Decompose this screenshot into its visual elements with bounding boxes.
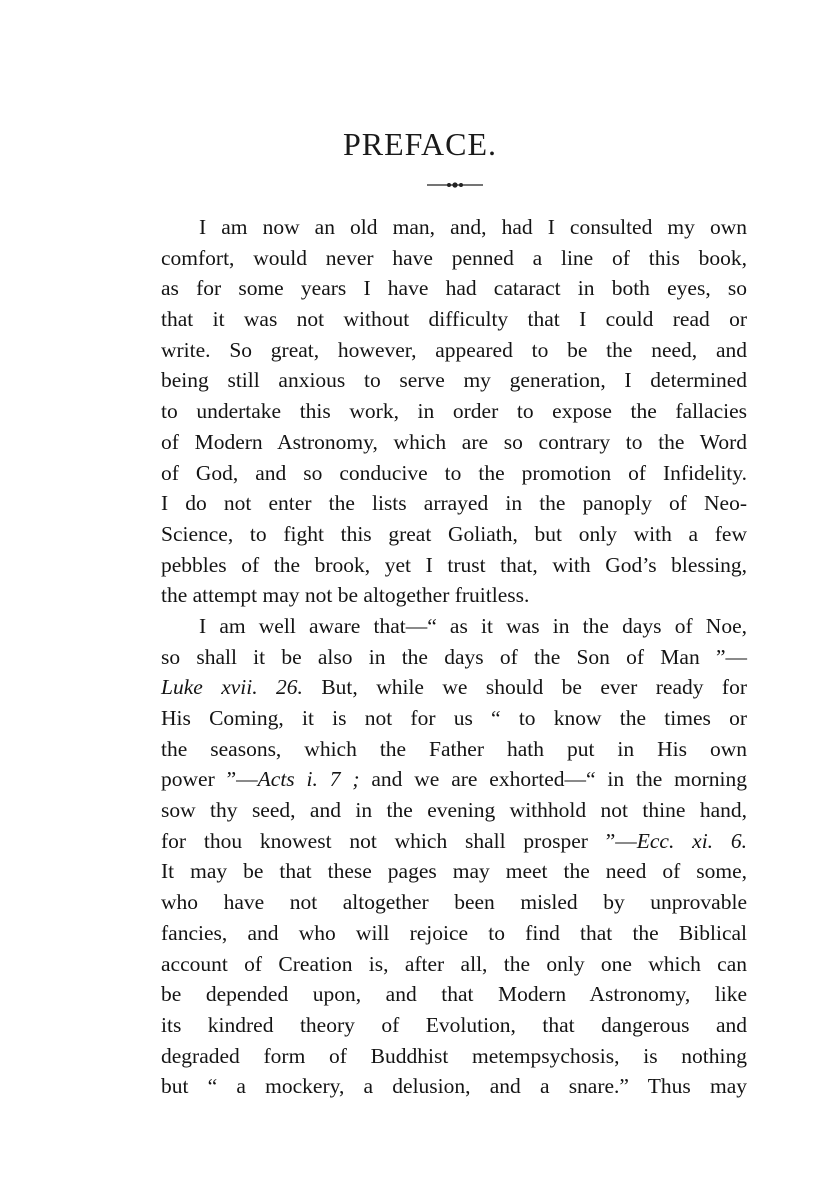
text-line: to undertake this work, in order to expose the fallacies xyxy=(161,399,747,424)
text-line: I do not enter the lists arrayed in the panoply of Neo- xyxy=(161,491,747,516)
text-line: but “ a mockery, a delusion, and a snare.” Thus may xyxy=(161,1074,747,1099)
text-line: the attempt may not be altogether fruitless. xyxy=(161,583,530,608)
text-line: be depended upon, and that Modern Astronomy, like xyxy=(161,982,747,1007)
text-line: so shall it be also in the days of the Son of Man ”— xyxy=(161,644,747,669)
preface-text xyxy=(161,212,747,1102)
text-line: power ”—Acts i. 7 ; and we are exhorted—“ in the morning xyxy=(161,767,747,792)
text-line: its kindred theory of Evolution, that dangerous and xyxy=(161,1012,747,1037)
text-line: for thou knowest not which shall prosper ”—Ecc. xi. 6. xyxy=(161,828,747,853)
text-line: comfort, would never have penned a line of this book, xyxy=(161,245,747,270)
text-line: write. So great, however, appeared to be the need, and xyxy=(161,337,747,362)
text-line: Science, to fight this great Goliath, but only with a few xyxy=(161,521,747,546)
text-line: the seasons, which the Father hath put in His own xyxy=(161,736,747,761)
text-line: degraded form of Buddhist metempsychosis, is nothing xyxy=(161,1043,747,1068)
text-line: I am now an old man, and, had I consulted my own xyxy=(199,215,747,239)
text-line: as for some years I have had cataract in both eyes, so xyxy=(161,276,747,301)
ornament-divider xyxy=(427,181,483,189)
page-title: PREFACE. xyxy=(342,126,498,162)
text-line: I am well aware that—“ as it was in the days of Noe, xyxy=(199,613,747,638)
text-line: It may be that these pages may meet the need of some, xyxy=(161,859,747,884)
text-line: of Modern Astronomy, which are so contrary to the Word xyxy=(161,429,747,454)
text-line: His Coming, it is not for us “ to know the times or xyxy=(161,706,747,730)
text-line: account of Creation is, after all, the only one which can xyxy=(161,951,747,976)
scripture-reference: Luke xvii. 26. xyxy=(161,675,303,700)
text-line: pebbles of the brook, yet I trust that, with God’s blessing, xyxy=(161,552,747,577)
scripture-reference: Ecc. xi. 6. xyxy=(636,828,747,853)
text-line: sow thy seed, and in the evening withhold not thine hand, xyxy=(161,798,747,823)
text-line: being still anxious to serve my generation, I determined xyxy=(161,368,747,393)
text-line: of God, and so conducive to the promotion of Infidelity. xyxy=(161,460,747,485)
text-line: that it was not without difficulty that I could read or xyxy=(161,307,747,332)
text-line: fancies, and who will rejoice to find that the Biblical xyxy=(161,920,747,945)
scripture-reference: Acts i. 7 ; xyxy=(257,767,360,792)
text-line: who have not altogether been misled by unprovable xyxy=(161,890,747,915)
text-line: Luke xvii. 26. But, while we should be ever ready for xyxy=(161,675,748,700)
